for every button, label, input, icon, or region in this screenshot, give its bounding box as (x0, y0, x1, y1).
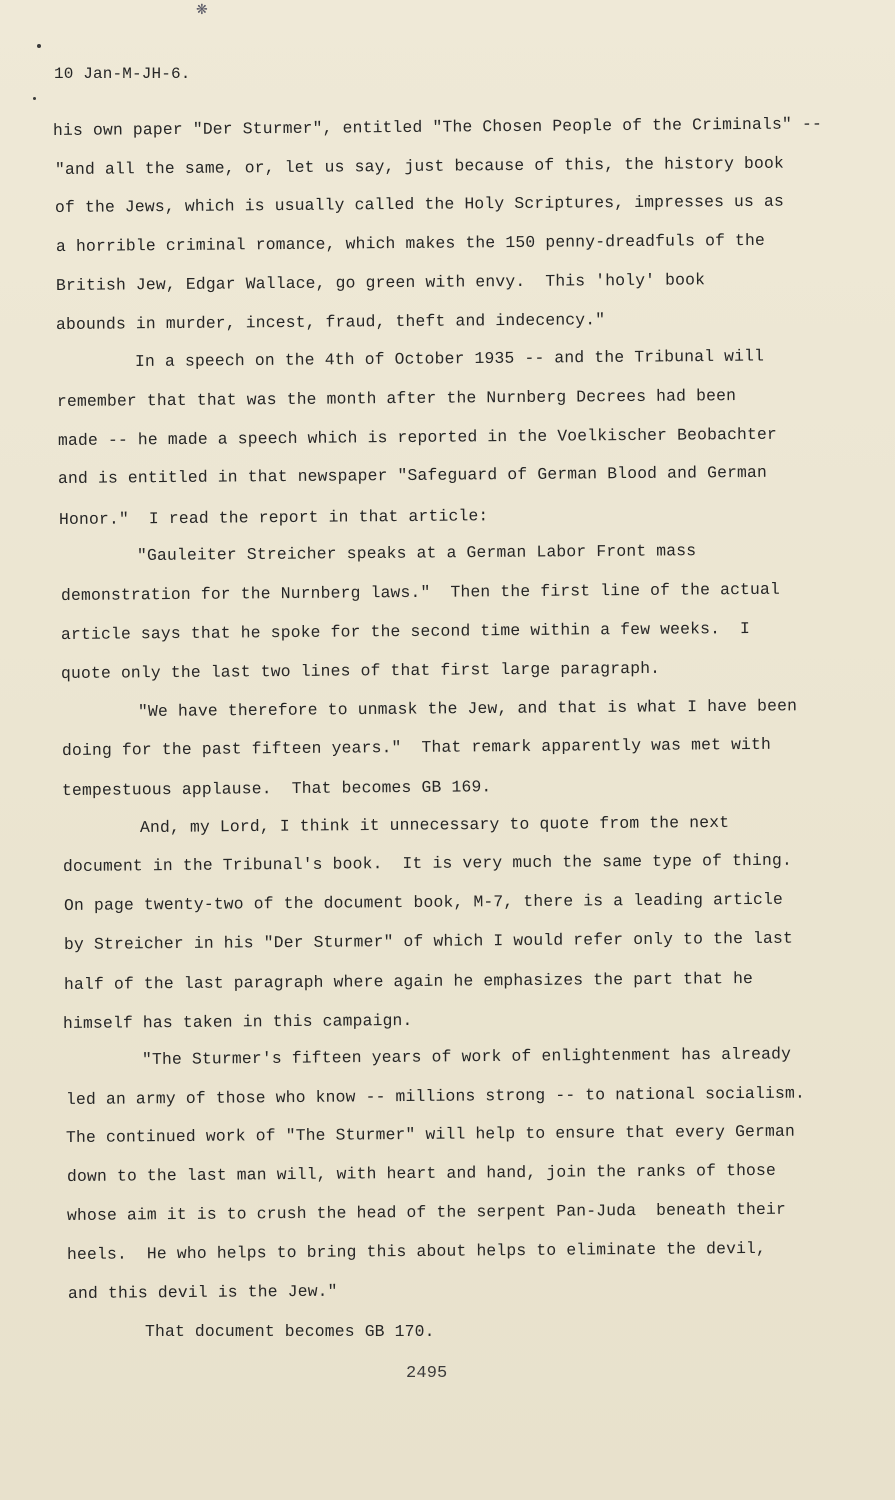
quote-line: and this devil is the Jew." (67, 1281, 338, 1303)
text-line: by Streicher in his "Der Sturmer" of which I would refer only to the last (63, 928, 794, 954)
text-line: tempestuous applause. That becomes GB 169. (61, 777, 492, 800)
text-line: That document becomes GB 170. (145, 1322, 435, 1341)
text-line: a horrible criminal romance, which makes the 150 penny-dreadfuls of the (55, 230, 766, 256)
quote-line: "We have therefore to unmask the Jew, and that is what I have been (137, 696, 798, 721)
text-line: On page twenty-two of the document book, M-7, there is a leading article (63, 889, 784, 915)
text-line: doing for the past fifteen years." That remark apparently was met with (61, 734, 772, 760)
text-line: British Jew, Edgar Wallace, go green with envy. This 'holy' book (55, 270, 706, 295)
text-line: quote only the last two lines of that first large paragraph. (60, 658, 661, 683)
text-line: Honor." I read the report in that article: (58, 506, 489, 529)
text-line: himself has taken in this campaign. (62, 1010, 413, 1033)
text-line: of the Jews, which is usually called the Holy Scriptures, impresses us as (54, 191, 785, 217)
quote-line: down to the last man will, with heart and hand, join the ranks of those (66, 1160, 777, 1186)
ink-mark-icon: ❋ (196, 2, 208, 18)
punch-mark (33, 97, 36, 100)
text-line: document in the Tribunal's book. It is very much the same type of thing. (62, 850, 793, 876)
text-line: In a speech on the 4th of October 1935 -- and the Tribunal will (134, 346, 765, 371)
text-line: his own paper "Der Sturmer", entitled "The Chosen People of the Criminals" -- (52, 114, 822, 140)
quote-line: heels. He who helps to bring this about helps to eliminate the devil, (66, 1238, 767, 1264)
punch-mark (37, 44, 41, 48)
text-line: made -- he made a speech which is reported in the Voelkischer Beobachter (57, 424, 778, 450)
quote-line: "Gauleiter Streicher speaks at a German Labor Front mass (136, 541, 697, 565)
header-reference: 10 Jan-M-JH-6. (54, 65, 191, 83)
quote-line: whose aim it is to crush the head of the serpent Pan-Juda beneath their (66, 1199, 787, 1225)
text-line: article says that he spoke for the second time within a few weeks. I (60, 618, 751, 644)
text-line: "and all the same, or, let us say, just because of this, the history book (54, 153, 785, 179)
text-line: abounds in murder, incest, fraud, theft and indecency." (55, 310, 606, 334)
quote-line: The continued work of "The Sturmer" will help to ensure that every German (65, 1121, 796, 1147)
text-line: remember that that was the month after the Nurnberg Decrees had been (56, 386, 737, 411)
text-line: demonstration for the Nurnberg laws." Then the first line of the actual (60, 579, 781, 605)
quote-line: "The Sturmer's fifteen years of work of enlightenment has already (141, 1044, 792, 1069)
quote-line: led an army of those who know -- millions strong -- to national socialism. (65, 1083, 806, 1109)
page-number: 2495 (406, 1364, 448, 1383)
text-line: And, my Lord, I think it unnecessary to quote from the next (139, 812, 730, 837)
text-line: and is entitled in that newspaper "Safeguard of German Blood and German (57, 462, 768, 488)
text-line: half of the last paragraph where again he emphasizes the part that he (63, 968, 754, 994)
